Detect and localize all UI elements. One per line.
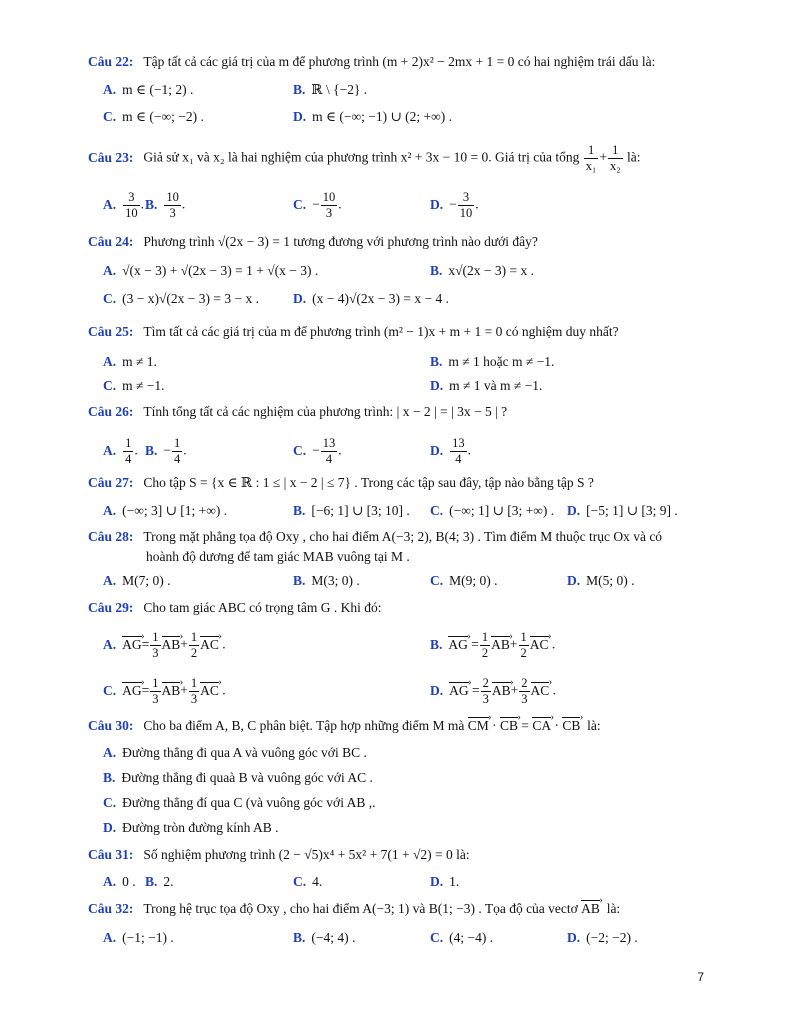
option-a[interactable]: A. (−∞; 3] ∪ [1; +∞) . [103,503,228,518]
question-text: Trong hệ trục tọa độ Oxy , cho hai điểm A(−3; 1) và B(1; −3) . Tọa độ của vectơ [143,901,578,916]
question-number: Câu 26: [88,404,134,419]
option-a[interactable]: A. $\frac{1}{4}$ . [103,436,138,466]
option-b[interactable]: B. m ≠ 1 hoặc m ≠ −1. [430,354,555,369]
question-text: Số nghiệm phương trình (2 − √5)x⁴ + 5x² + 7(1 + √2) = 0 là: [143,847,470,862]
option-d[interactable]: D. M(5; 0) . [567,573,635,588]
option-c[interactable]: C. m ∈ (−∞; −2) . [103,109,204,124]
question-text: là: [626,149,641,165]
question-text: Tính tổng tất cả các nghiệm của phương trình: | x − 2 | = | 3x − 5 | ? [143,404,508,419]
question-number: Câu 32: [88,901,134,916]
question-27 [88,473,752,493]
question-24 [88,232,752,252]
option-b[interactable]: B. M(3; 0) . [293,573,360,588]
option-d[interactable]: D. m ∈ (−∞; −1) ∪ (2; +∞) . [293,109,453,124]
question-text: Trong mặt phẳng tọa độ Oxy , cho hai điểm A(−3; 2), B(4; 3) . Tìm điểm M thuộc trục Ox và có [143,529,663,544]
option-b[interactable]: B. ℝ \ {−2} . [293,82,368,97]
question-26 [88,402,752,422]
question-number: Câu 31: [88,847,134,862]
question-text: Tìm tất cả các giá trị của m để phương trình (m² − 1)x + m + 1 = 0 có nghiệm duy nhất? [143,324,619,339]
question-number: Câu 25: [88,324,134,339]
option-c[interactable]: C. (3 − x)√(2x − 3) = 3 − x . [103,291,259,306]
question-23: Câu 23: Giả sử x₁ và x₂ là hai nghiệm của phương trình x² + 3x − 10 = 0. Giá trị của tổng $\frac{1}{\text{x₁}}$ + $\frac{1}{\text{x₂}}$ là: [88,143,641,173]
question-number: Câu 24: [88,234,134,249]
question-22 [88,52,752,72]
option-a[interactable]: A. M(7; 0) . [103,573,171,588]
option-a[interactable]: A. (−1; −1) . [103,930,174,945]
option-c[interactable]: C. Đường thẳng đí qua C (và vuông góc với AB ,. [103,795,376,810]
option-c[interactable]: C. − $\frac{13}{4}$ . [293,436,342,466]
question-32: Câu 32: Trong hệ trục tọa độ Oxy , cho hai điểm A(−3; 1) và B(1; −3) . Tọa độ của vectơ AB › là: [88,899,752,919]
question-number: Câu 28: [88,529,134,544]
option-d[interactable]: D. Đường tròn đường kính AB . [103,820,279,835]
option-c[interactable]: C. AG ›= $\frac{1}{3}$ AB ›+ $\frac{1}{3}$ AC › . [103,676,226,707]
question-number: Câu 30: [88,718,134,733]
question-text: Tập tất cả các giá trị của m để phương trình (m + 2)x² − 2mx + 1 = 0 có hai nghiệm trái dấu là: [143,54,656,69]
option-a[interactable]: A. $\frac{3}{10}$ . [103,190,144,220]
option-c[interactable]: C. 4. [293,874,323,889]
question-25 [88,322,752,342]
question-text: hoành độ dương để tam giác MAB vuông tại M . [146,549,410,564]
question-31 [88,845,752,865]
option-b[interactable]: B. − $\frac{1}{4}$ . [145,436,187,466]
question-text: Cho tam giác ABC có trọng tâm G . Khi đó: [143,600,382,615]
question-number: Câu 23: [88,149,134,165]
option-c[interactable]: C. M(9; 0) . [430,573,498,588]
option-d[interactable]: D. [−5; 1] ∪ [3; 9] . [567,503,678,518]
question-text: Giả sử x₁ và x₂ là hai nghiệm của phương trình x² + 3x − 10 = 0. Giá trị của tổng [143,149,580,165]
option-d[interactable]: D. 1. [430,874,460,889]
question-29 [88,598,752,618]
option-b[interactable]: B. 2. [145,874,174,889]
question-text: Cho ba điểm A, B, C phân biệt. Tập hợp những điểm M mà [143,718,465,733]
option-d[interactable]: D. (x − 4)√(2x − 3) = x − 4 . [293,291,449,306]
option-a[interactable]: A. m ∈ (−1; 2) . [103,82,194,97]
option-b[interactable]: B. Đường thẳng đi quaà B và vuông góc với AC . [103,770,373,785]
option-b[interactable]: B. (−4; 4) . [293,930,356,945]
question-number: Câu 27: [88,475,134,490]
option-b[interactable]: B. AG › = $\frac{1}{2}$ AB ›+ $\frac{1}{2}$ AC › . [430,630,555,661]
option-a[interactable]: A. AG ›= $\frac{1}{3}$ AB ›+ $\frac{1}{2}$ AC › . [103,630,226,661]
question-28 [88,527,752,547]
option-d[interactable]: D. $\frac{13}{4}$ . [430,436,471,466]
question-28-cont [146,547,752,567]
option-b[interactable]: B. $\frac{10}{3}$ . [145,190,186,220]
question-30: Câu 30: Cho ba điểm A, B, C phân biệt. Tập hợp những điểm M mà CM › · CB › = CA › · CB › là: [88,716,752,736]
option-a[interactable]: A. 0 . [103,874,136,889]
option-a[interactable]: A. m ≠ 1. [103,354,157,369]
option-d[interactable]: D. − $\frac{3}{10}$ . [430,190,479,220]
option-c[interactable]: C. (4; −4) . [430,930,494,945]
question-text: Phương trình √(2x − 3) = 1 tương đương với phương trình nào dưới đây? [143,234,538,249]
option-c[interactable]: C. m ≠ −1. [103,378,165,393]
question-number: Câu 29: [88,600,134,615]
question-number: Câu 22: [88,54,134,69]
option-d[interactable]: D. m ≠ 1 và m ≠ −1. [430,378,543,393]
option-b[interactable]: B. [−6; 1] ∪ [3; 10] . [293,503,410,518]
option-c[interactable]: C. (−∞; 1] ∪ [3; +∞) . [430,503,555,518]
option-a[interactable]: A. √(x − 3) + √(2x − 3) = 1 + √(x − 3) . [103,263,319,278]
fraction: $\frac{1}{\text{x₂}}$ [610,143,621,173]
page-number: 7 [697,970,704,984]
question-text: Cho tập S = {x ∈ ℝ : 1 ≤ | x − 2 | ≤ 7} . Trong các tập sau đây, tập nào bằng tập S ? [143,475,594,490]
option-c[interactable]: C. − $\frac{10}{3}$ . [293,190,342,220]
fraction: $\frac{1}{\text{x₁}}$ [585,143,597,173]
option-b[interactable]: B. x√(2x − 3) = x . [430,263,535,278]
option-d[interactable]: D. (−2; −2) . [567,930,638,945]
option-d[interactable]: D. AG › = $\frac{2}{3}$ AB ›+ $\frac{2}{3}$ AC › . [430,676,556,707]
option-a[interactable]: A. Đường thẳng đi qua A và vuông góc với BC . [103,745,367,760]
